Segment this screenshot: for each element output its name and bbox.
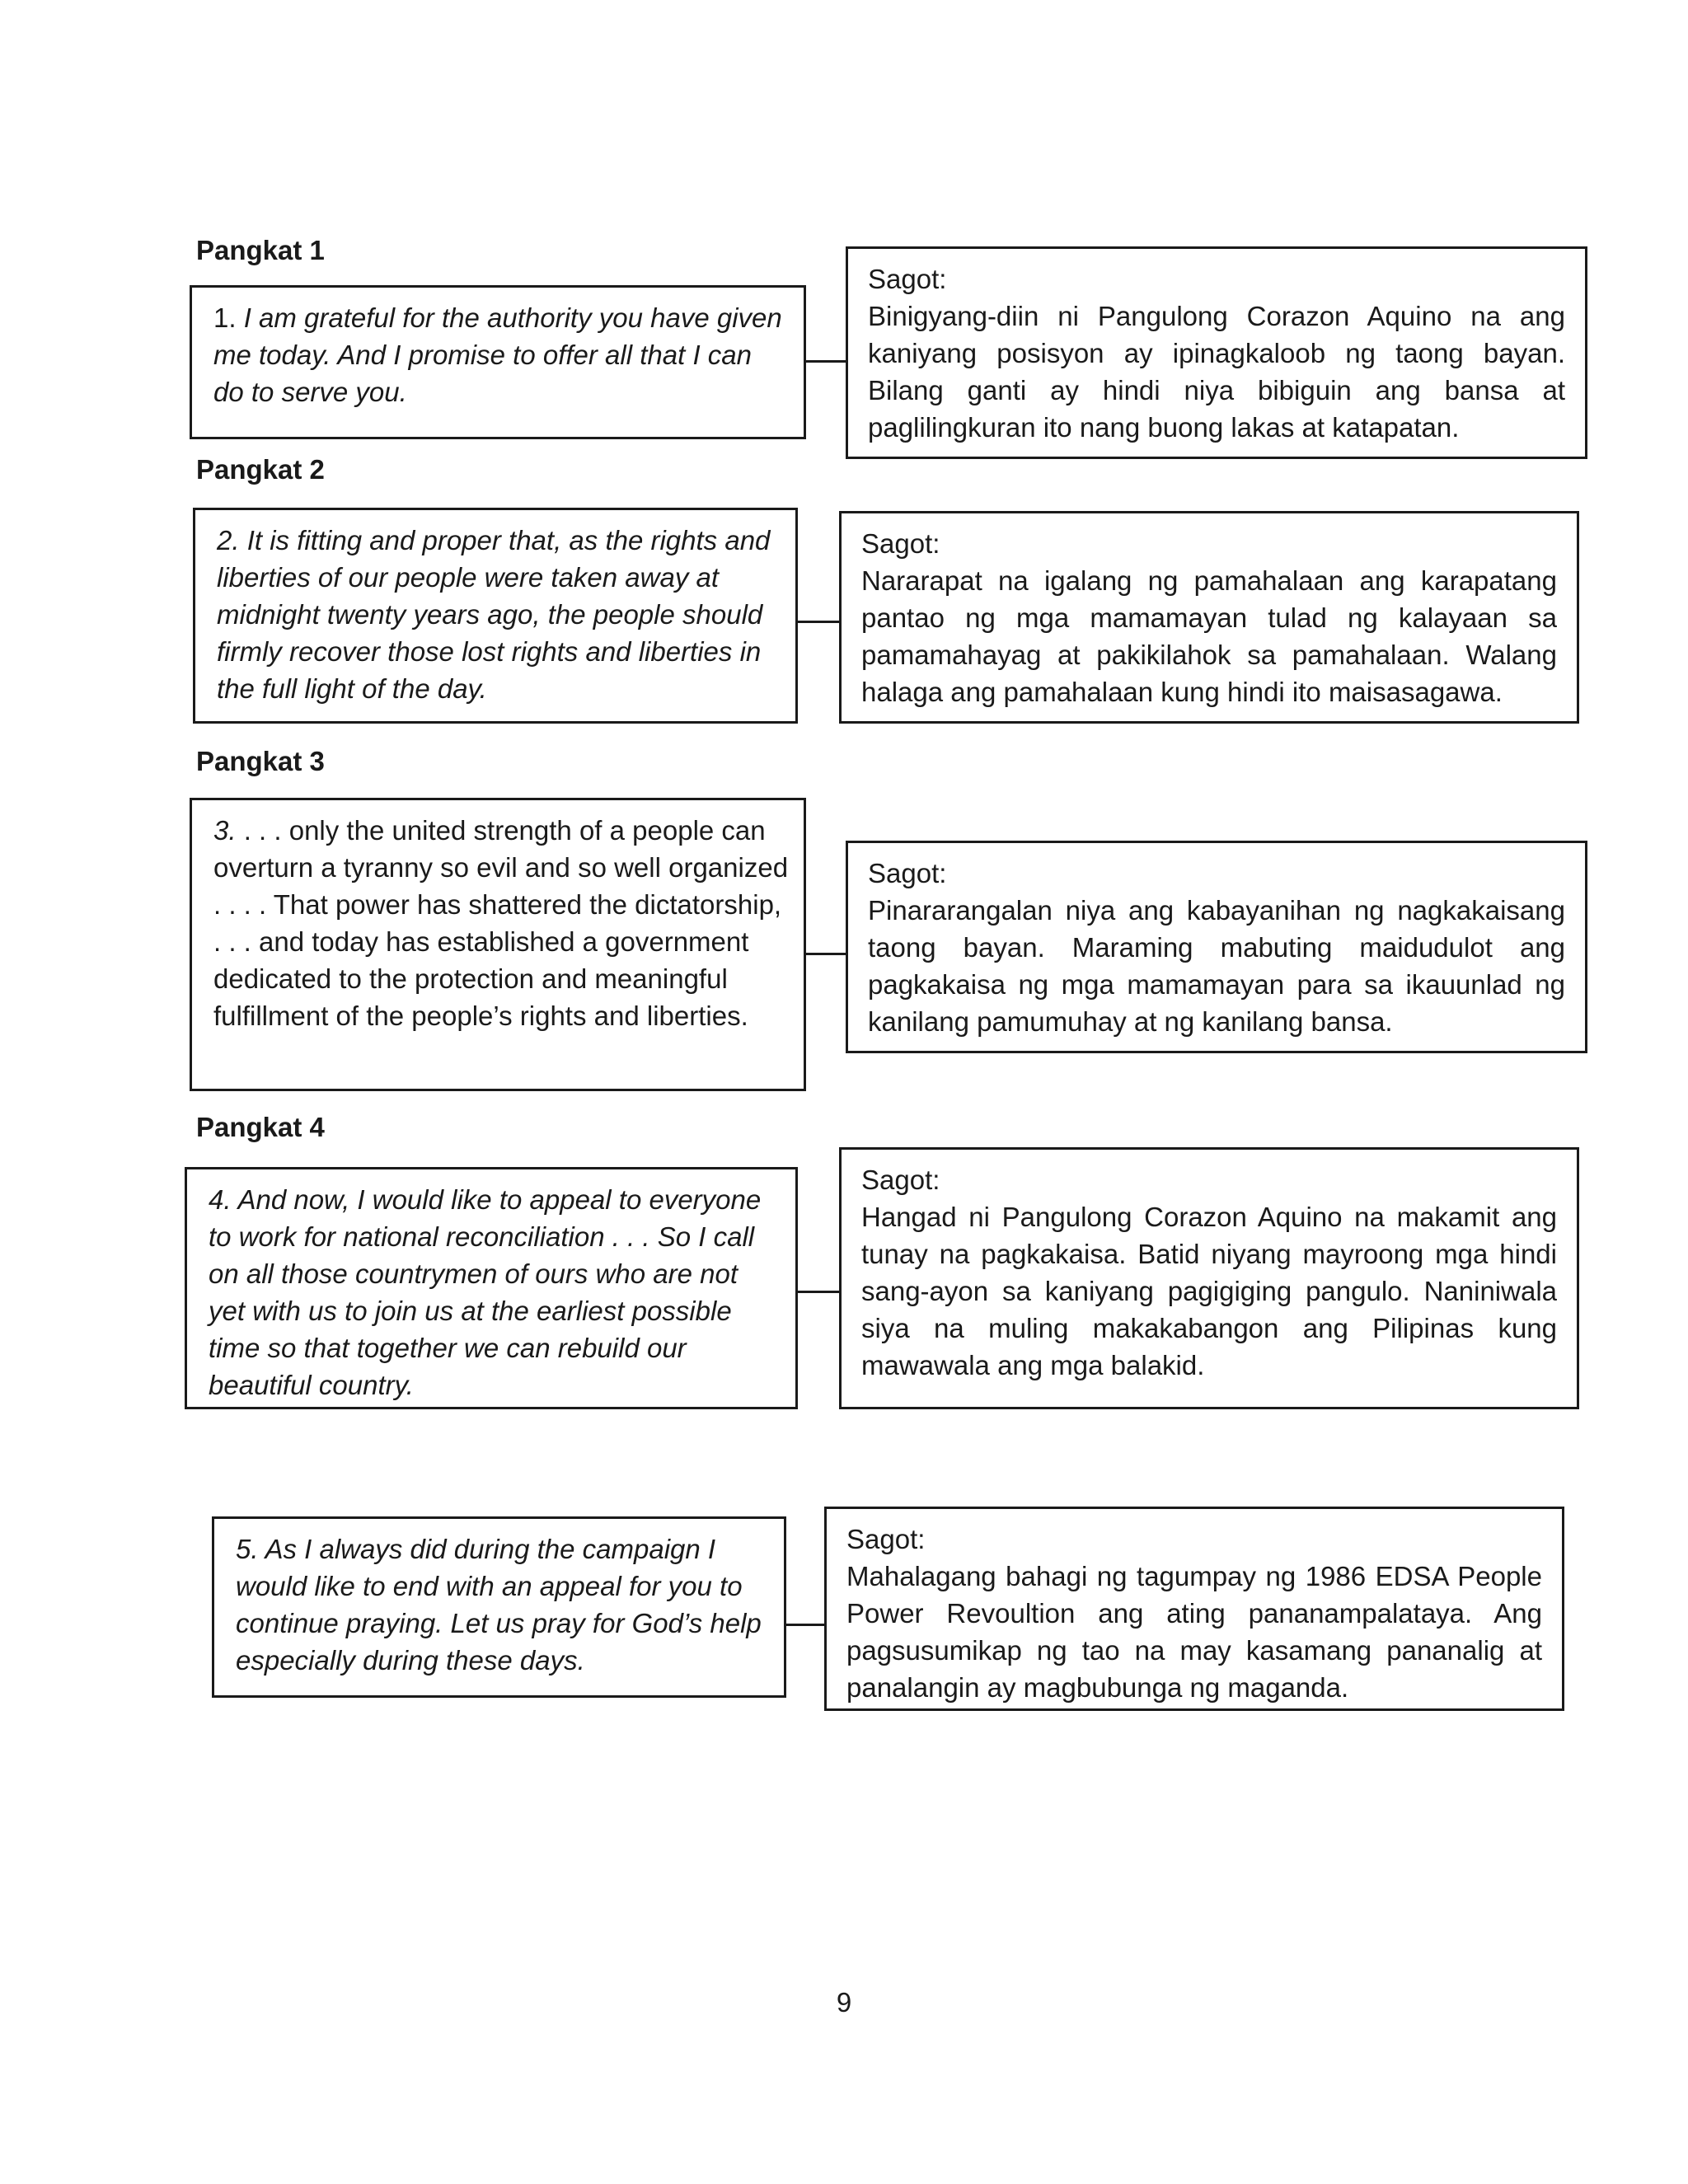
group-1-quote-box: [190, 285, 806, 439]
group-5-answer-box: [824, 1507, 1564, 1711]
group-1-quote-text: I am grateful for the authority you have given me today. And I promise to offer all that I can do to serve you.: [213, 302, 782, 407]
group-2-answer-box: [839, 511, 1579, 724]
group-1-connector: [806, 360, 846, 363]
group-1-heading: Pangkat 1: [196, 235, 325, 265]
group-2-quote-box: [193, 508, 798, 724]
group-5-answer-label: Sagot:: [846, 1524, 926, 1554]
group-4-answer-label: Sagot:: [861, 1165, 940, 1195]
group-3-answer-text: Pinararangalan niya ang kabayanihan ng nagkakaisang taong bayan. Maraming mabuting maidudulot ang pagkakaisa ng mga mamamayan para sa ikauunlad ng kanilang pamumuhay at ng kanilang bansa.: [868, 895, 1565, 1037]
group-3-quote-box: [190, 798, 806, 1091]
group-1-answer-text: Binigyang-diin ni Pangulong Corazon Aquino na ang kaniyang posisyon ay ipinagkaloob ng taong bayan. Bilang ganti ay hindi niya bibiguin ang bansa at paglilingkuran ito nang buong lakas at katapatan.: [868, 301, 1565, 443]
group-2-answer-text: Nararapat na igalang ng pamahalaan ang karapatang pantao ng mga mamamayan tulad ng kalayaan sa pamamahayag at pakikilahok sa pamahalaan. Walang halaga ang pamahalaan kung hindi ito maisasagawa.: [861, 565, 1557, 707]
group-2-heading: Pangkat 2: [196, 454, 325, 485]
group-5-quote-number: 5.: [236, 1534, 265, 1564]
group-2-quote-number: 2.: [217, 525, 247, 555]
group-1-quote-number: 1.: [213, 302, 244, 333]
group-4-answer-box: [839, 1147, 1579, 1409]
page-number: 9: [836, 1987, 852, 2018]
group-3-heading: Pangkat 3: [196, 746, 325, 776]
group-2-connector: [798, 621, 839, 623]
group-3-answer-box: [846, 841, 1587, 1053]
group-4-quote-box: [185, 1167, 798, 1409]
group-5-quote-text: As I always did during the campaign I would like to end with an appeal for you to continue praying. Let us pray for God’s help especially during these days.: [236, 1534, 762, 1675]
group-1-answer-label: Sagot:: [868, 264, 947, 294]
group-3-connector: [806, 953, 846, 955]
group-5-answer-text: Mahalagang bahagi ng tagumpay ng 1986 EDSA People Power Revoultion ang ating pananampalataya. Ang pagsusumikap ng tao na may kasamang pananalig at panalangin ay magbubunga ng maganda.: [846, 1561, 1542, 1703]
group-5-quote-box: [212, 1516, 786, 1698]
group-4-connector: [798, 1291, 839, 1293]
group-3-quote-number: 3.: [213, 815, 244, 846]
group-2-answer-label: Sagot:: [861, 528, 940, 559]
group-4-quote-number: 4.: [209, 1184, 238, 1215]
group-4-heading: Pangkat 4: [196, 1112, 325, 1142]
group-4-quote-text: And now, I would like to appeal to everyone to work for national reconciliation . . . So I call on all those countrymen of ours who are not yet with us to join us at the earliest possible time so that together we can rebuild our beautiful country.: [209, 1184, 762, 1400]
group-5-connector: [786, 1624, 824, 1626]
group-3-answer-label: Sagot:: [868, 858, 947, 888]
group-2-quote-text: It is fitting and proper that, as the rights and liberties of our people were taken away at midnight twenty years ago, the people should firmly recover those lost rights and liberties in the full light of the day.: [217, 525, 771, 704]
group-4-answer-text: Hangad ni Pangulong Corazon Aquino na makamit ang tunay na pagkakaisa. Batid niyang mayroong mga hindi sang-ayon sa kaniyang pagigiging pangulo. Naniniwala siya na muling makakabangon ang Pilipinas kung mawawala ang mga balakid.: [861, 1202, 1557, 1380]
group-1-answer-box: [846, 246, 1587, 459]
group-3-quote-text: . . . only the united strength of a people can overturn a tyranny so evil and so well organized . . . . That power has shattered the dictatorship, . . . and today has established a government dedicated to the protection and meaningful fulfillment of the people’s rights and liberties.: [213, 815, 789, 1031]
